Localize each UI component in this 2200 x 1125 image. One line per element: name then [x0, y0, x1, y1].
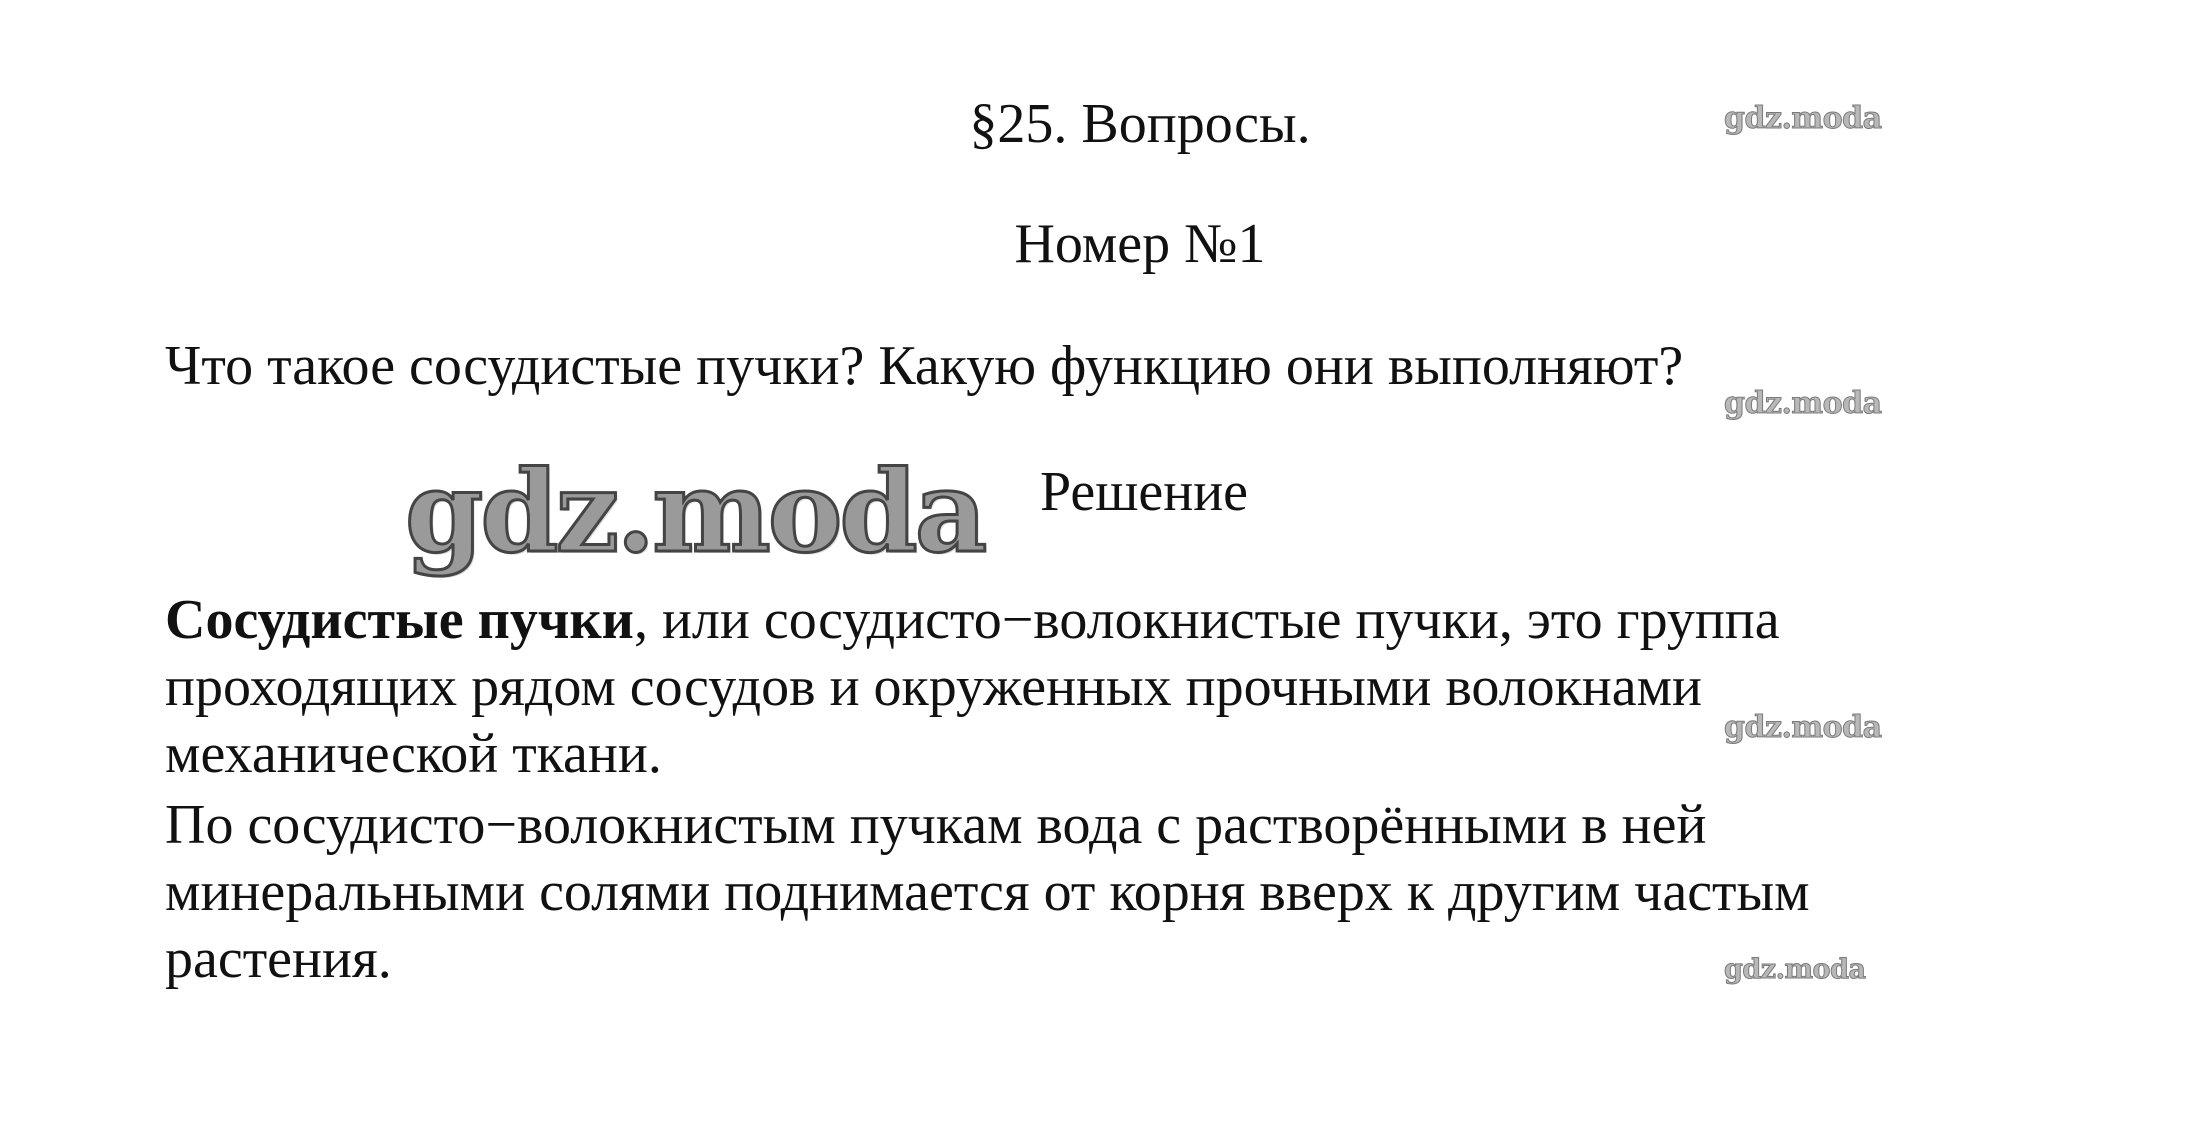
exercise-number-title: Номер №1 [1014, 213, 1266, 275]
answer-term: Сосудистые пучки [165, 589, 634, 651]
answer-line-3: механической ткани. [165, 723, 662, 785]
watermark-logo: gdz.moda [1724, 710, 1882, 745]
paragraph-title: §25. Вопросы. [969, 93, 1311, 155]
solution-heading: Решение [1040, 461, 1249, 523]
answer-line-2: проходящих рядом сосудов и окруженных прочными волокнами [165, 656, 1703, 718]
watermark-logo-large: gdz.moda [405, 447, 985, 578]
answer-line-6: растения. [165, 928, 392, 990]
question-text: Что такое сосудистые пучки? Какую функцию они выполняют? [165, 335, 1684, 397]
watermark-logo: gdz.moda [1724, 101, 1882, 136]
answer-line-1 [165, 588, 1780, 652]
watermark-logo: gdz.moda [1724, 954, 1866, 985]
answer-line-5: минеральными солями поднимается от корня вверх к другим частым [165, 861, 1810, 923]
answer-line-4: По сосудисто−волокнистым пучкам вода с растворёнными в ней [165, 794, 1707, 856]
answer-line-1-rest: , или сосудисто−волокнистые пучки, это группа [633, 589, 1780, 651]
watermark-logo: gdz.moda [1724, 386, 1882, 421]
